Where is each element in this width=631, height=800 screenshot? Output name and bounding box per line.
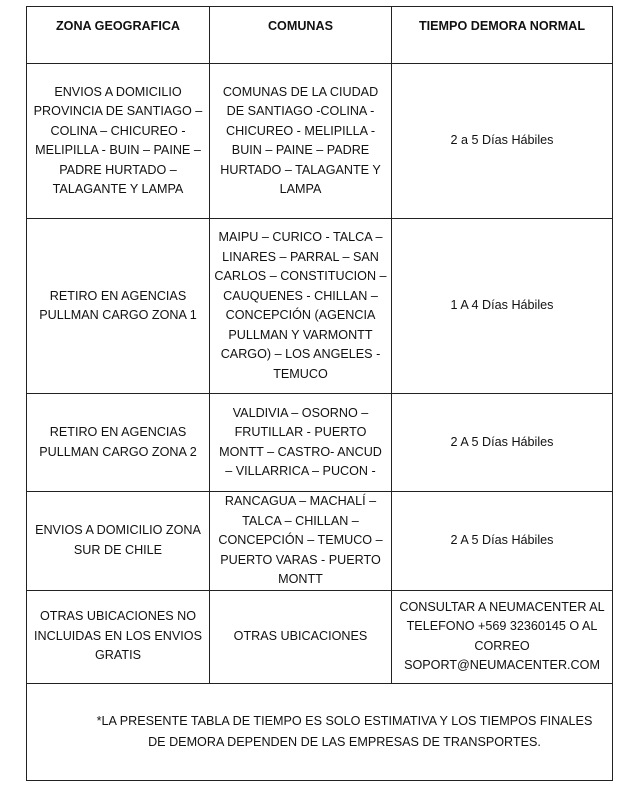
header-tiempo: TIEMPO DEMORA NORMAL	[392, 7, 613, 64]
cell-zona: RETIRO EN AGENCIAS PULLMAN CARGO ZONA 1	[27, 219, 210, 394]
table-row	[27, 492, 613, 591]
cell-zona: ENVIOS A DOMICILIO ZONA SUR DE CHILE	[27, 492, 210, 591]
disclaimer-note: *LA PRESENTE TABLA DE TIEMPO ES SOLO ESTIMATIVA Y LOS TIEMPOS FINALES DE DEMORA DEPENDEN DE LAS EMPRESAS DE TRANSPORTES.	[96, 713, 593, 749]
note-row	[27, 683, 613, 780]
cell-zona: OTRAS UBICACIONES NO INCLUIDAS EN LOS ENVIOS GRATIS	[27, 590, 210, 683]
note-cell	[27, 683, 613, 780]
table-row	[27, 590, 613, 683]
delivery-times-table	[26, 6, 613, 781]
cell-tiempo: 2 a 5 Días Hábiles	[392, 64, 613, 219]
table-row	[27, 219, 613, 394]
cell-comunas: VALDIVIA – OSORNO – FRUTILLAR - PUERTO MONTT – CASTRO- ANCUD – VILLARRICA – PUCON -	[210, 394, 392, 492]
cell-zona: ENVIOS A DOMICILIO PROVINCIA DE SANTIAGO – COLINA – CHICUREO - MELIPILLA - BUIN – PAINE – PADRE HURTADO – TALAGANTE Y LAMPA	[27, 64, 210, 219]
cell-tiempo: 2 A 5 Días Hábiles	[392, 394, 613, 492]
delivery-times-table-wrapper	[26, 6, 612, 781]
cell-comunas: OTRAS UBICACIONES	[210, 590, 392, 683]
cell-tiempo: 1 A 4 Días Hábiles	[392, 219, 613, 394]
cell-zona: RETIRO EN AGENCIAS PULLMAN CARGO ZONA 2	[27, 394, 210, 492]
cell-comunas: RANCAGUA – MACHALÍ – TALCA – CHILLAN – CONCEPCIÓN – TEMUCO – PUERTO VARAS - PUERTO MONTT	[210, 492, 392, 591]
header-zona: ZONA GEOGRAFICA	[27, 7, 210, 64]
cell-tiempo: 2 A 5 Días Hábiles	[392, 492, 613, 591]
table-row	[27, 64, 613, 219]
table-row	[27, 394, 613, 492]
cell-tiempo: CONSULTAR A NEUMACENTER AL TELEFONO +569 32360145 O AL CORREO SOPORT@NEUMACENTER.COM	[392, 590, 613, 683]
table-header-row	[27, 7, 613, 64]
header-comunas: COMUNAS	[210, 7, 392, 64]
cell-comunas: COMUNAS DE LA CIUDAD DE SANTIAGO -COLINA - CHICUREO - MELIPILLA - BUIN – PAINE – PADRE HURTADO – TALAGANTE Y LAMPA	[210, 64, 392, 219]
cell-comunas: MAIPU – CURICO - TALCA – LINARES – PARRAL – SAN CARLOS – CONSTITUCION – CAUQUENES - CHILLAN – CONCEPCIÓN (AGENCIA PULLMAN Y VARMONTT CARGO) – LOS ANGELES - TEMUCO	[210, 219, 392, 394]
